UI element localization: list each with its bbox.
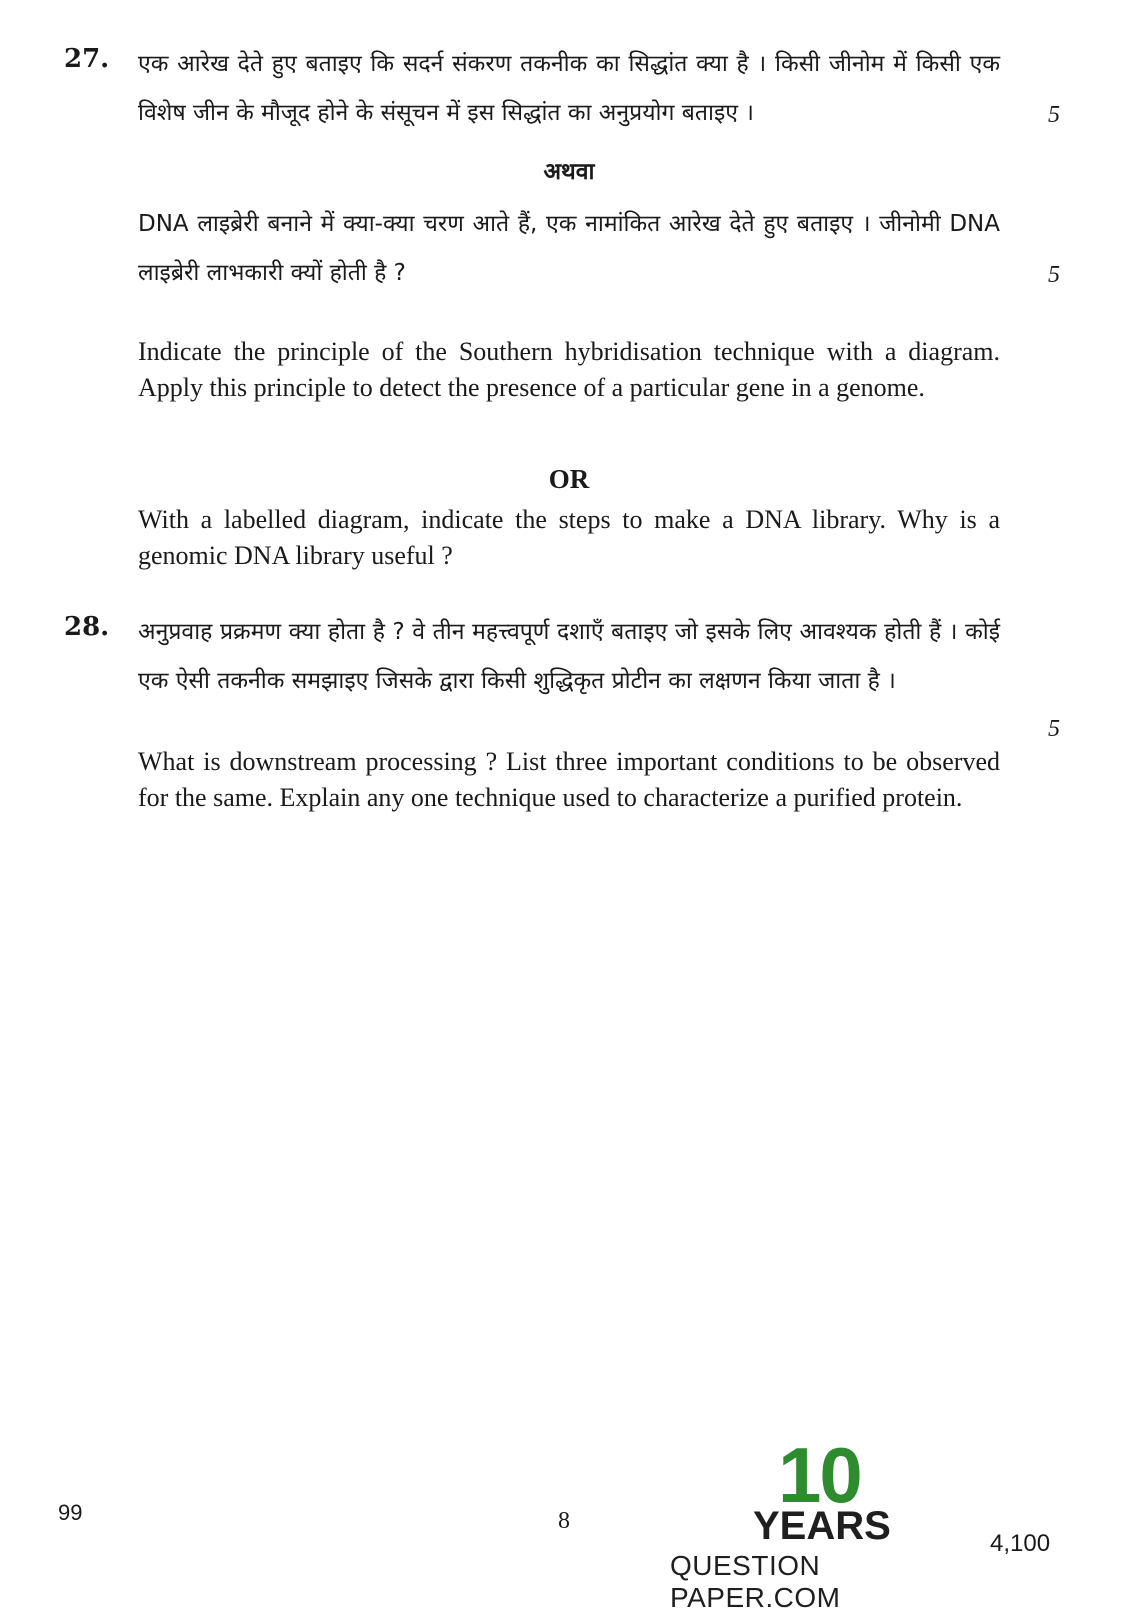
english-or-heading: OR (548, 464, 590, 494)
logo-site-name: QUESTION PAPER.COM (670, 1550, 841, 1613)
site-logo (668, 1431, 968, 1613)
question-28-english-text: What is downstream processing ? List three important conditions to be observed for the same. Explain any one technique used to characterize a purified protein. (138, 747, 1000, 812)
question-27-hindi (138, 40, 1000, 138)
question-27-english (138, 334, 1000, 406)
question-27-hindi-alternative (138, 200, 1000, 298)
question-27-hindi-alt-text: DNA लाइब्रेरी बनाने में क्या-क्या चरण आते हैं, एक नामांकित आरेख देते हुए बताइए । जीनोमी DNA लाइब्रेरी लाभकारी क्यों होती है ? (138, 211, 1000, 286)
logo-number: 10 (778, 1431, 861, 1519)
question-27-english-text: Indicate the principle of the Southern hybridisation technique with a diagram. Apply this principle to detect the presence of a particular gene in a genome. (138, 337, 1000, 402)
question-28-marks: 5 (1048, 716, 1060, 742)
copies-count: 4,100 (990, 1530, 1051, 1557)
hindi-or-heading: अथवा (543, 159, 595, 185)
question-27-english-alternative (138, 502, 1000, 574)
question-28-hindi-text: अनुप्रवाह प्रक्रमण क्या होता है ? वे तीन महत्त्वपूर्ण दशाएँ बताइए जो इसके लिए आवश्यक होती हैं । कोई एक ऐसी तकनीक समझाइए जिसके द्वारा किसी शुद्धिकृत प्रोटीन का लक्षणन किया जाता है । (138, 619, 1000, 694)
paper-code: 99 (58, 1500, 83, 1525)
question-27-hindi-text: एक आरेख देते हुए बताइए कि सदर्न संकरण तकनीक का सिद्धांत क्या है । किसी जीनोम में किसी एक विशेष जीन के मौजूद होने के संसूचन में इस सिद्धांत का अनुप्रयोग बताइए । (138, 51, 1000, 126)
question-27-marks: 5 (1048, 102, 1060, 128)
logo-years: YEARS (753, 1504, 891, 1548)
question-27-number: 27. (64, 44, 110, 74)
question-27-english-alt-text: With a labelled diagram, indicate the steps to make a DNA library. Why is a genomic DNA library useful ? (138, 505, 1000, 570)
question-28-number: 28. (64, 612, 110, 642)
question-27-alt-marks: 5 (1048, 262, 1060, 288)
page-number: 8 (558, 1508, 570, 1534)
question-28-hindi (138, 608, 1000, 706)
question-28-english (138, 744, 1000, 816)
